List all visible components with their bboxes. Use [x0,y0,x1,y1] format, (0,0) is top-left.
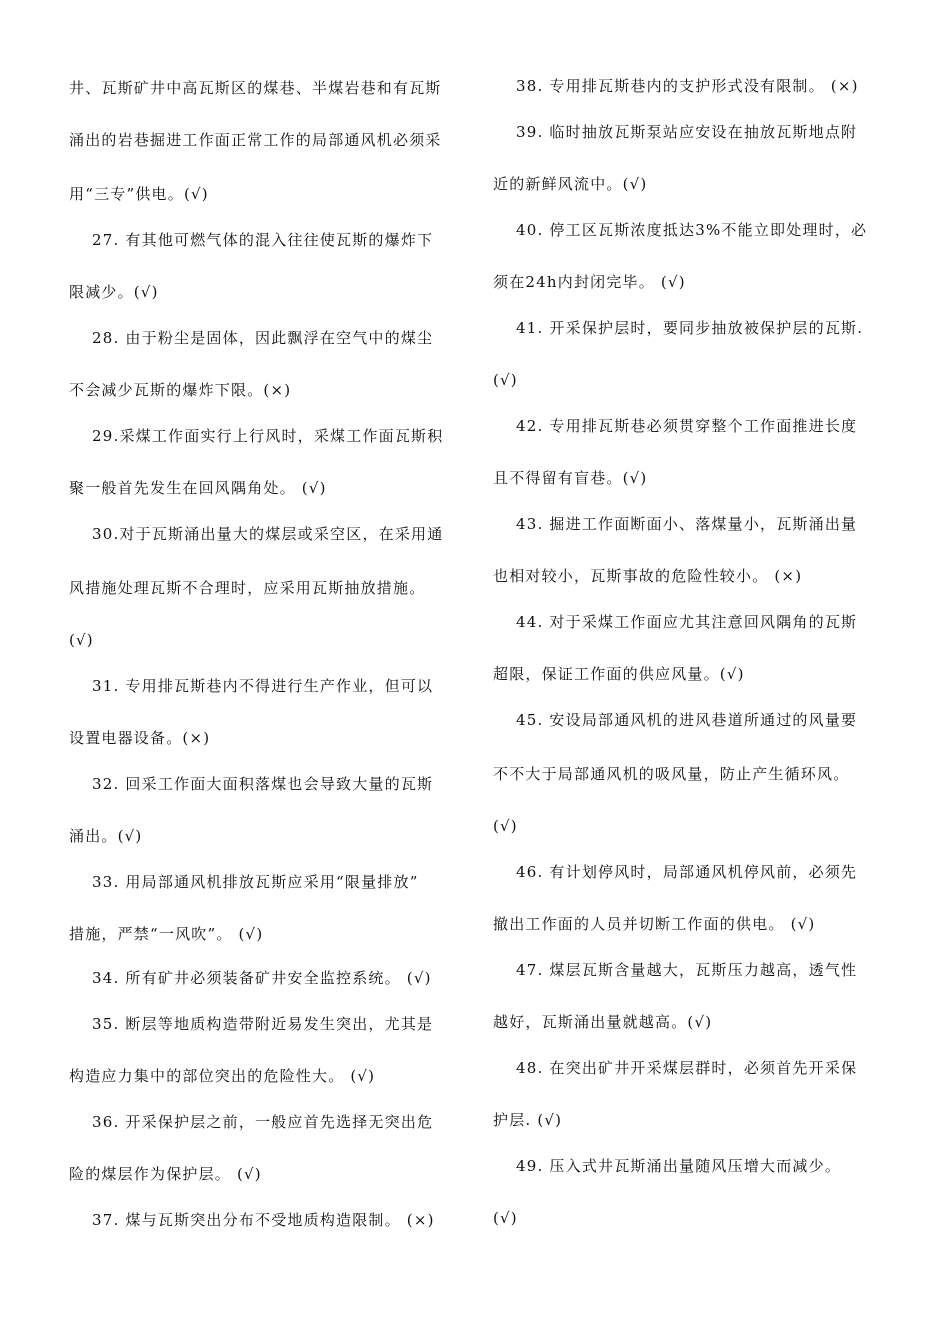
text-line: 限减少。(√) [69,283,159,301]
text-line: 涌出。(√) [69,827,143,845]
text-line: 险的煤层作为保护层。 (√) [69,1165,262,1183]
text-line: 48. 在突出矿井开采煤层群时，必须首先开采保 [516,1059,858,1077]
text-line: 31. 专用排瓦斯巷内不得进行生产作业，但可以 [92,677,434,695]
text-line: 29.采煤工作面实行上行风时，采煤工作面瓦斯积 [92,427,444,445]
text-line: (√) [69,631,94,649]
text-line: 28. 由于粉尘是固体，因此飘浮在空气中的煤尘 [92,329,434,347]
text-line: 涌出的岩巷掘进工作面正常工作的局部通风机必须采 [69,131,442,149]
text-line: 33. 用局部通风机排放瓦斯应采用“限量排放” [92,873,419,891]
text-line: 35. 断层等地质构造带附近易发生突出，尤其是 [92,1015,434,1033]
text-line: 须在24h内封闭完毕。 (√) [493,273,686,291]
text-line: 风措施处理瓦斯不合理时，应采用瓦斯抽放措施。 [69,579,426,597]
text-line: (√) [493,371,518,389]
text-line: 27. 有其他可燃气体的混入往往使瓦斯的爆炸下 [92,231,434,249]
text-line: 不不大于局部通风机的吸风量，防止产生循环风。 [493,765,850,783]
text-line: 43. 掘进工作面断面小、落煤量小，瓦斯涌出量 [516,515,858,533]
text-line: 42. 专用排瓦斯巷必须贯穿整个工作面推进长度 [516,417,858,435]
text-line: 构造应力集中的部位突出的危险性大。 (√) [69,1067,376,1085]
text-line: 近的新鲜风流中。(√) [493,175,648,193]
text-line: 30.对于瓦斯涌出量大的煤层或采空区，在采用通 [92,525,444,543]
text-line: 超限，保证工作面的供应风量。(√) [493,665,745,683]
text-line: 撤出工作面的人员并切断工作面的供电。 (√) [493,915,816,933]
text-line: 36. 开采保护层之前，一般应首先选择无突出危 [92,1113,434,1131]
text-line: 40. 停工区瓦斯浓度抵达3%不能立即处理时，必 [516,221,868,239]
text-line: 设置电器设备。(×) [69,729,211,747]
text-line: 39. 临时抽放瓦斯泵站应安设在抽放瓦斯地点附 [516,123,858,141]
text-line: 护层. (√) [493,1111,563,1129]
text-line: 46. 有计划停风时，局部通风机停风前，必须先 [516,863,858,881]
text-line: 37. 煤与瓦斯突出分布不受地质构造限制。 (×) [92,1211,435,1229]
text-line: 不会减少瓦斯的爆炸下限。(×) [69,381,292,399]
text-line: 也相对较小，瓦斯事故的危险性较小。 (×) [493,567,803,585]
text-line: 井、瓦斯矿井中高瓦斯区的煤巷、半煤岩巷和有瓦斯 [69,79,442,97]
text-line: (√) [493,817,518,835]
text-line: (√) [493,1209,518,1227]
text-line: 49. 压入式井瓦斯涌出量随风压增大而减少。 [516,1157,842,1175]
text-line: 38. 专用排瓦斯巷内的支护形式没有限制。 (×) [516,77,859,95]
text-line: 41. 开采保护层时，要同步抽放被保护层的瓦斯. [516,319,864,337]
text-line: 47. 煤层瓦斯含量越大，瓦斯压力越高，透气性 [516,961,858,979]
text-line: 45. 安设局部通风机的进风巷道所通过的风量要 [516,711,858,729]
text-line: 措施，严禁“一风吹”。 (√) [69,925,264,943]
text-line: 用“三专”供电。(√) [69,185,209,203]
text-line: 且不得留有盲巷。(√) [493,469,648,487]
text-line: 聚一般首先发生在回风隅角处。 (√) [69,479,327,497]
text-line: 44. 对于采煤工作面应尤其注意回风隅角的瓦斯 [516,613,858,631]
text-line: 越好，瓦斯涌出量就越高。(√) [493,1013,713,1031]
text-line: 34. 所有矿井必须装备矿井安全监控系统。 (√) [92,969,432,987]
text-line: 32. 回采工作面大面积落煤也会导致大量的瓦斯 [92,775,434,793]
